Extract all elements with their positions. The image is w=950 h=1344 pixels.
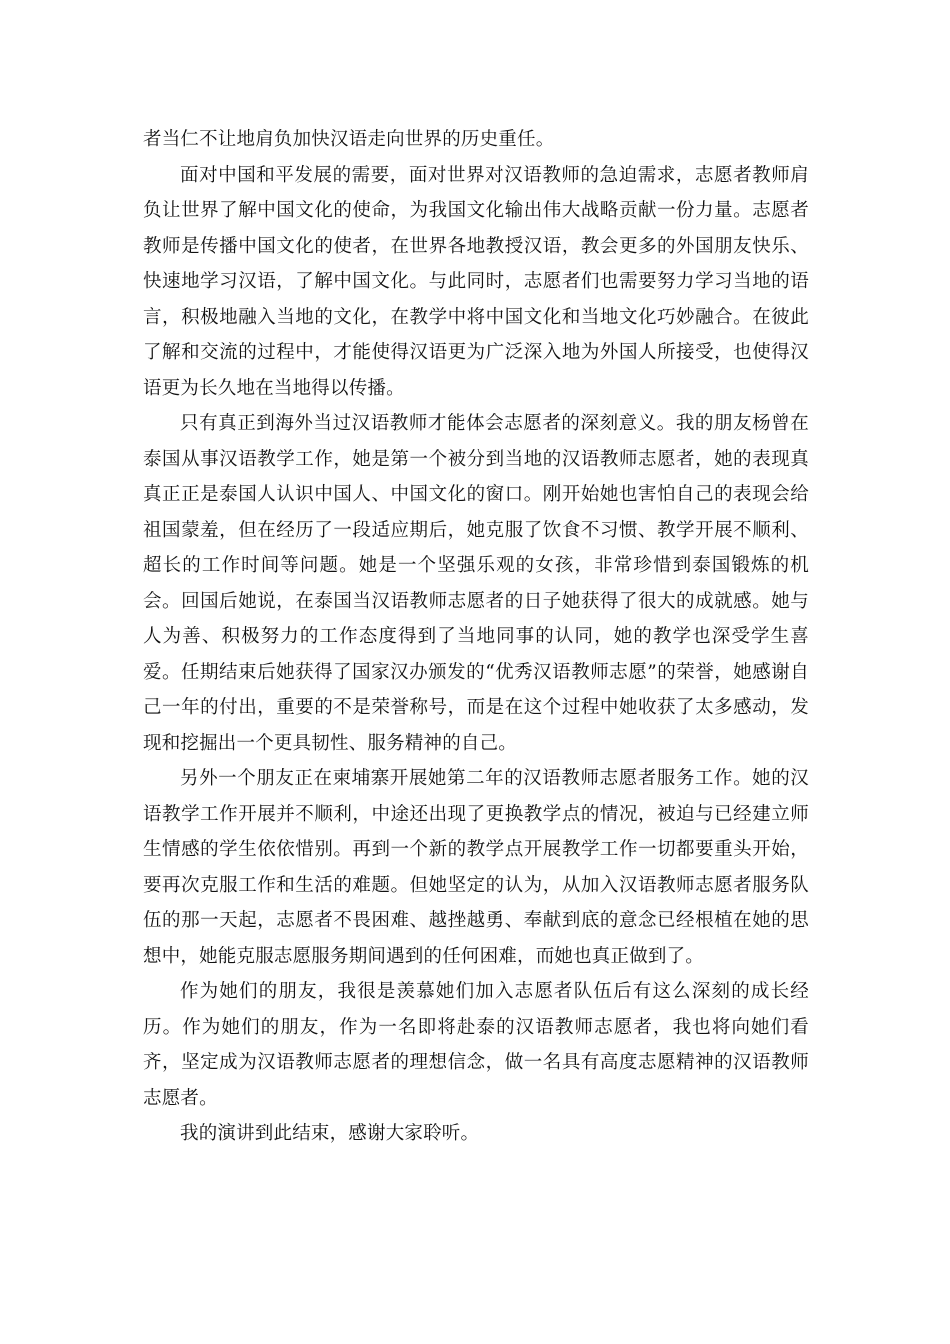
paragraph-volunteer-mission: 面对中国和平发展的需要，面对世界对汉语教师的急迫需求，志愿者教师肩负让世界了解中国文化的使命，为我国文化输出伟大战略贡献一份力量。志愿者教师是传播中国文化的使者，在世界各地教授汉语，教会更多的外国朋友快乐、快速地学习汉语，了解中国文化。与此同时，志愿者们也需要努力学习当地的语言，积极地融入当地的文化，在教学中将中国文化和当地文化巧妙融合。在彼此了解和交流的过程中，才能使得汉语更为广泛深入地为外国人所接受，也使得汉语更为长久地在当地得以传播。 (143, 164, 809, 399)
paragraph-friend-thailand: 只有真正到海外当过汉语教师才能体会志愿者的深刻意义。我的朋友杨曾在泰国从事汉语教学工作，她是第一个被分到当地的汉语教师志愿者，她的表现真真正正是泰国人认识中国人、中国文化的窗口。刚开始她也害怕自己的表现会给祖国蒙羞，但在经历了一段适应期后，她克服了饮食不习惯、教学开展不顺利、超长的工作时间等问题。她是一个坚强乐观的女孩，非常珍惜到泰国锻炼的机会。回国后她说，在泰国当汉语教师志愿者的日子她获得了很大的成就感。她与人为善、积极努力的工作态度得到了当地同事的认同，她的教学也深受学生喜爱。任期结束后她获得了国家汉办颁发的“优秀汉语教师志愿”的荣誉，她感谢自己一年的付出，重要的不是荣誉称号，而是在这个过程中她收获了太多感动，发现和挖掘出一个更具韧性、服务精神的自己。 (143, 413, 809, 754)
paragraph-closing: 我的演讲到此结束，感谢大家聆听。 (180, 1123, 480, 1144)
document-page (143, 122, 809, 1152)
paragraph-friend-cambodia: 另外一个朋友正在柬埔寨开展她第二年的汉语教师志愿者服务工作。她的汉语教学工作开展并不顺利，中途还出现了更换教学点的情况，被迫与已经建立师生情感的学生依依惜别。再到一个新的教学点开展教学工作一切都要重头开始，要再次克服工作和生活的难题。但她坚定的认为，从加入汉语教师志愿者服务队伍的那一天起，志愿者不畏困难、越挫越勇、奉献到底的意念已经根植在她的思想中，她能克服志愿服务期间遇到的任何困难，而她也真正做到了。 (143, 768, 809, 967)
paragraph-continued: 者当仁不让地肩负加快汉语走向世界的历史重任。 (143, 129, 555, 150)
paragraph-resolution: 作为她们的朋友，我很是羡慕她们加入志愿者队伍后有这么深刻的成长经历。作为她们的朋友，作为一名即将赴泰的汉语教师志愿者，我也将向她们看齐，坚定成为汉语教师志愿者的理想信念，做一名具有高度志愿精神的汉语教师志愿者。 (143, 981, 809, 1109)
